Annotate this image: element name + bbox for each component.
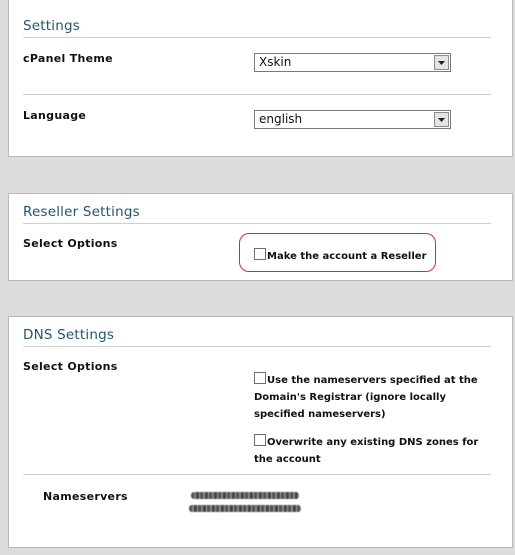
divider xyxy=(23,37,491,38)
divider xyxy=(23,474,491,475)
overwrite-dns-zones-option[interactable] xyxy=(254,434,478,468)
chevron-down-icon[interactable] xyxy=(434,112,449,127)
dns-settings-title: DNS Settings xyxy=(23,327,115,343)
chevron-down-icon[interactable] xyxy=(434,55,449,70)
cpanel-theme-value: Xskin xyxy=(259,55,292,69)
cpanel-theme-label: cPanel Theme xyxy=(23,52,113,65)
use-registrar-nameservers-option[interactable] xyxy=(254,372,478,423)
divider xyxy=(23,223,491,224)
divider xyxy=(23,94,491,95)
option1-line: Use the nameservers specified at the xyxy=(267,375,478,386)
reseller-settings-title: Reseller Settings xyxy=(23,204,140,220)
option1-line: specified nameservers) xyxy=(254,409,386,420)
language-select[interactable] xyxy=(254,110,451,129)
checkbox-icon[interactable] xyxy=(254,434,266,446)
dns-settings-panel xyxy=(8,316,513,548)
checkbox-icon[interactable] xyxy=(254,248,266,260)
option2-line: Overwrite any existing DNS zones for xyxy=(267,437,479,448)
reseller-checkbox-label: Make the account a Reseller xyxy=(267,251,427,262)
select-options-label: Select Options xyxy=(23,237,118,250)
nameservers-label: Nameservers xyxy=(43,490,128,503)
cpanel-theme-select[interactable] xyxy=(254,53,451,72)
reseller-option[interactable] xyxy=(254,248,427,265)
settings-title: Settings xyxy=(23,18,80,34)
option1-line: Domain's Registrar (ignore locally xyxy=(254,392,446,403)
select-options-label: Select Options xyxy=(23,360,118,373)
language-label: Language xyxy=(23,109,87,122)
settings-panel xyxy=(8,0,513,157)
obscured-nameserver-1 xyxy=(191,492,299,499)
language-value: english xyxy=(259,112,303,126)
divider xyxy=(23,346,491,347)
obscured-nameserver-2 xyxy=(189,505,301,512)
option2-line: the account xyxy=(254,454,321,465)
checkbox-icon[interactable] xyxy=(254,372,266,384)
reseller-settings-panel xyxy=(8,193,513,281)
